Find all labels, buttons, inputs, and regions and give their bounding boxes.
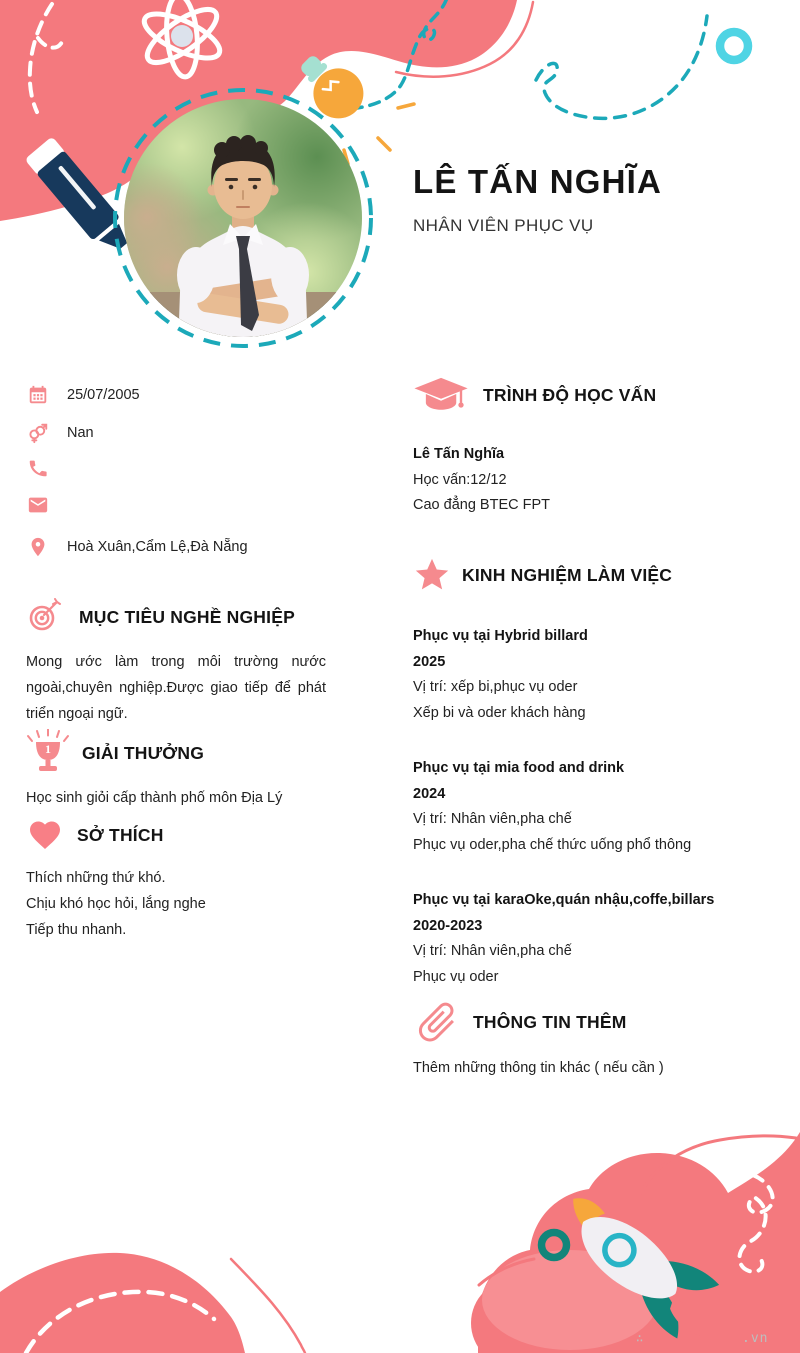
experience-entry [413, 756, 793, 858]
trophy-icon [26, 729, 70, 777]
section-objective [26, 598, 326, 742]
experience-role: Phục vụ tại karaOke,quán nhậu,coffe,billars [413, 892, 715, 908]
location-icon [27, 536, 49, 558]
birthday-value: 25/07/2005 [67, 387, 140, 403]
calendar-icon [27, 384, 49, 406]
hobby-line: Tiếp thu nhanh. [26, 922, 127, 938]
target-icon [26, 598, 66, 636]
education-name: Lê Tấn Nghĩa [413, 446, 505, 462]
experience-line: Phục vụ oder,pha chế thức uống phổ thông [413, 836, 692, 853]
candidate-role: NHÂN VIÊN PHỤC VỤ [413, 216, 594, 235]
experience-title: KINH NGHIỆM LÀM VIỆC [462, 564, 673, 585]
experience-role: Phục vụ tại Hybrid billard [413, 628, 588, 644]
footer-domain: .vn [742, 1331, 769, 1346]
info-row-gender [27, 422, 347, 444]
bottom-decoration [0, 1120, 800, 1353]
hobbies-title: SỞ THÍCH [77, 824, 164, 845]
info-row-birthday [27, 384, 347, 406]
additional-title: THÔNG TIN THÊM [473, 1011, 627, 1032]
experience-line: Vị trí: Nhân viên,pha chế [413, 811, 572, 827]
experience-entry [413, 624, 793, 726]
graduation-cap-icon [413, 376, 471, 414]
paperclip-icon [413, 998, 461, 1046]
education-title: TRÌNH ĐỘ HỌC VẤN [483, 384, 657, 405]
experience-line: Vị trí: Nhân viên,pha chế [413, 943, 572, 959]
awards-body: Học sinh giỏi cấp thành phố môn Địa Lý [26, 790, 283, 806]
section-experience [413, 556, 793, 1020]
section-hobbies [26, 817, 326, 943]
footer-mark: ∴ [636, 1331, 644, 1345]
svg-text:1: 1 [45, 742, 51, 756]
experience-role: Phục vụ tại mia food and drink [413, 760, 625, 776]
email-icon [27, 494, 49, 516]
experience-entry [413, 888, 793, 990]
experience-period: 2024 [413, 785, 446, 802]
experience-period: 2020-2023 [413, 917, 483, 934]
phone-icon [27, 457, 49, 479]
address-value: Hoà Xuân,Cẩm Lệ,Đà Nẵng [67, 539, 248, 555]
education-line: Cao đẳng BTEC FPT [413, 497, 550, 513]
objective-body: Mong ước làm trong môi trường nước ngoài,chuyên nghiệp.Được giao tiếp để phát triển ngoại ngữ. [26, 654, 326, 722]
info-row-address [27, 536, 347, 558]
candidate-name: LÊ TẤN NGHĨA [413, 163, 663, 200]
experience-period: 2025 [413, 653, 446, 670]
section-awards [26, 729, 326, 826]
objective-title: MỤC TIÊU NGHỀ NGHIỆP [79, 606, 295, 627]
experience-line: Phục vụ oder [413, 968, 499, 985]
info-row-phone [27, 457, 347, 479]
additional-body: Thêm những thông tin khác ( nếu cần ) [413, 1060, 664, 1076]
hobby-line: Thích những thứ khó. [26, 870, 166, 886]
donut-icon [720, 32, 748, 60]
education-line: Học vấn:12/12 [413, 471, 507, 488]
info-row-email [27, 494, 347, 516]
personal-info-list [27, 384, 347, 558]
awards-title: GIẢI THƯỞNG [82, 742, 205, 763]
experience-line: Xếp bi và oder khách hàng [413, 704, 586, 721]
section-additional [413, 998, 793, 1091]
hobby-line: Chịu khó học hỏi, lắng nghe [26, 896, 206, 912]
gender-value: Nan [67, 425, 94, 441]
gender-icon [27, 422, 49, 444]
coral-hill [0, 1253, 245, 1353]
experience-line: Vị trí: xếp bi,phục vụ oder [413, 679, 578, 695]
star-icon [413, 556, 451, 594]
section-education [413, 376, 793, 519]
heart-icon [26, 817, 64, 853]
profile-photo [112, 87, 374, 349]
